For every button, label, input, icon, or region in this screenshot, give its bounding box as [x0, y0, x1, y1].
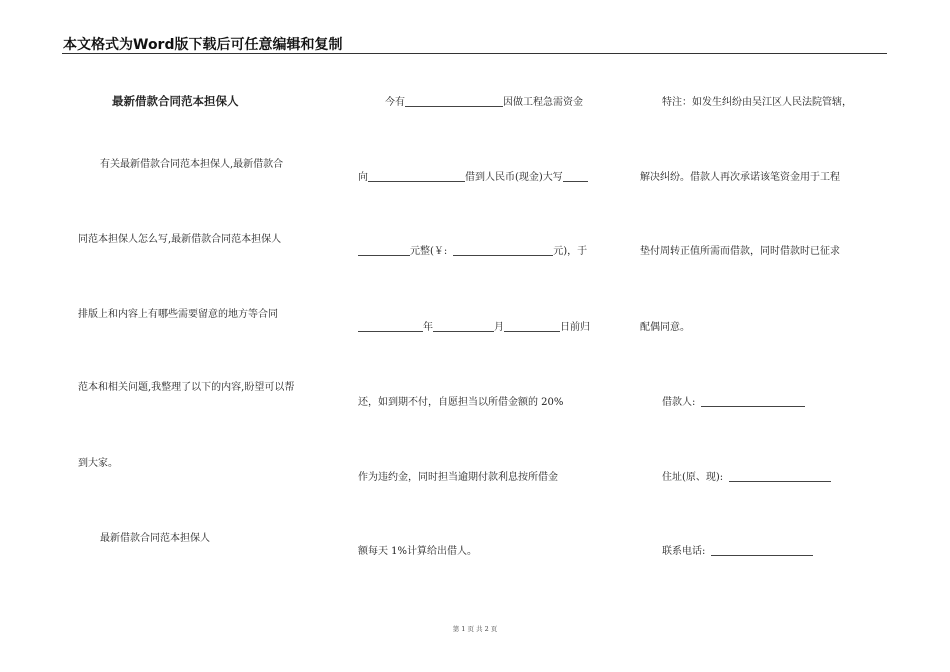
- contract-line-7: 额每天 1%计算给出借人。: [358, 546, 478, 557]
- text-segment: 月: [494, 322, 504, 333]
- contract-line-3: [358, 242, 587, 257]
- header-divider: [62, 53, 887, 54]
- notice-line-3: 垫付周转正值所需而借款，同时借款时已征求: [640, 246, 840, 257]
- text-segment: 今有: [385, 97, 405, 108]
- phone-row: [662, 542, 813, 557]
- phone-label: 联系电话:: [662, 546, 706, 557]
- intro-line-5: 到大家。: [78, 458, 118, 469]
- header-title: 本文格式为Word版下载后可任意编辑和复制: [63, 37, 343, 53]
- page-number: 第 1 页 共 2 页: [452, 625, 498, 633]
- intro-line-3: 排版上和内容上有哪些需要留意的地方等合同: [78, 309, 278, 320]
- notice-line-2: 解决纠纷。借款人再次承诺该笔资金用于工程: [640, 172, 840, 183]
- phone-blank: [711, 545, 813, 556]
- contract-line-1: [385, 93, 583, 108]
- blank-field: [433, 321, 494, 332]
- blank-field: [358, 321, 423, 332]
- text-segment: 向: [358, 172, 368, 183]
- text-segment: 借到人民币(现金)大写: [465, 172, 563, 183]
- notice-line-1: 特注：如发生纠纷由吴江区人民法院管辖，: [662, 97, 852, 108]
- blank-field: [358, 245, 410, 256]
- borrower-label: 借款人:: [662, 397, 696, 408]
- intro-line-4: 范本和相关问题,我整理了以下的内容,盼望可以帮: [78, 382, 295, 393]
- contract-line-4: [358, 318, 590, 333]
- text-segment: 日前归: [560, 322, 590, 333]
- contract-line-5: 还，如到期不付，自愿担当以所借金额的 20%: [358, 397, 564, 408]
- text-segment: 因做工程急需资金: [503, 97, 583, 108]
- intro-line-2: 同范本担保人怎么写,最新借款合同范本担保人: [78, 234, 282, 245]
- text-segment: 元)，于: [553, 246, 588, 257]
- blank-field: [504, 321, 560, 332]
- text-segment: 元整(￥:: [410, 246, 448, 257]
- blank-field: [405, 96, 503, 107]
- section-heading: 最新借款合同范本担保人: [100, 533, 210, 544]
- notice-line-4: 配偶同意。: [640, 322, 690, 333]
- borrower-row: [662, 393, 805, 408]
- blank-field: [453, 245, 553, 256]
- intro-line-1: 有关最新借款合同范本担保人,最新借款合: [100, 159, 284, 170]
- document-title: 最新借款合同范本担保人: [112, 94, 239, 108]
- blank-field: [563, 171, 588, 182]
- address-row: [662, 468, 831, 483]
- text-segment: 年: [423, 322, 433, 333]
- address-blank: [729, 471, 831, 482]
- blank-field: [368, 171, 465, 182]
- borrower-blank: [701, 396, 805, 407]
- contract-line-6: 作为违约金，同时担当逾期付款利息按所借金: [358, 472, 558, 483]
- contract-line-2: [358, 168, 588, 183]
- address-label: 住址(原、现):: [662, 472, 724, 483]
